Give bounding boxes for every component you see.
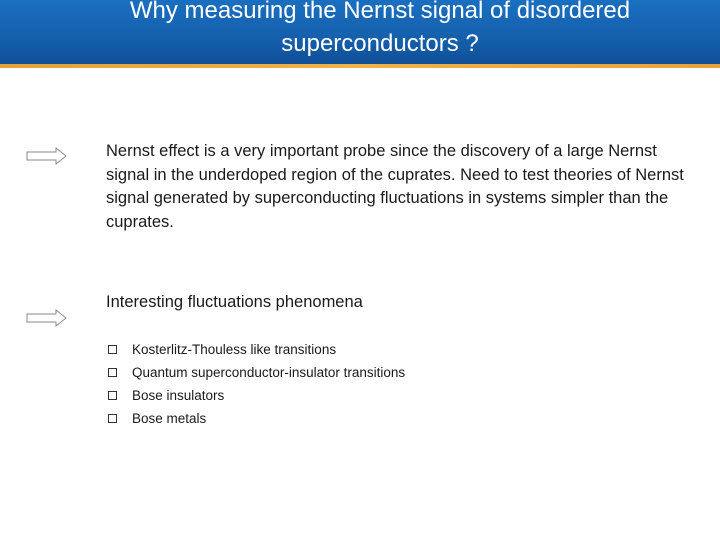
list-item-label: Bose metals [132, 411, 207, 426]
hollow-square-icon [108, 414, 117, 423]
title-bar [0, 0, 720, 64]
list-item-label: Kosterlitz-Thouless like transitions [132, 342, 337, 357]
hollow-square-icon [108, 345, 117, 354]
right-arrow-outline-icon [26, 308, 68, 328]
bullet-fluctuations-phenomena: Interesting fluctuations phenomena [106, 293, 363, 311]
slide-title-line-1: Why measuring the Nernst signal of disordered [129, 0, 631, 24]
list-item [108, 384, 405, 407]
title-accent-stripe [0, 64, 720, 68]
fluctuations-sublist [108, 338, 405, 430]
list-item [108, 338, 405, 361]
list-item-label: Bose insulators [132, 388, 225, 403]
hollow-square-icon [108, 391, 117, 400]
slide-title-line-2: superconductors ? [281, 30, 479, 57]
list-item-label: Quantum superconductor-insulator transitions [132, 365, 406, 380]
hollow-square-icon [108, 368, 117, 377]
slide-title [60, 0, 700, 60]
bullet-nernst-effect: Nernst effect is a very important probe since the discovery of a large Nernst signal in the underdoped region of the cuprates. Need to test theories of Nernst signal generated by superconducting fluctuations in systems simpler than the cuprates. [106, 142, 684, 231]
list-item [108, 407, 405, 430]
list-item [108, 361, 405, 384]
right-arrow-outline-icon [26, 146, 68, 166]
